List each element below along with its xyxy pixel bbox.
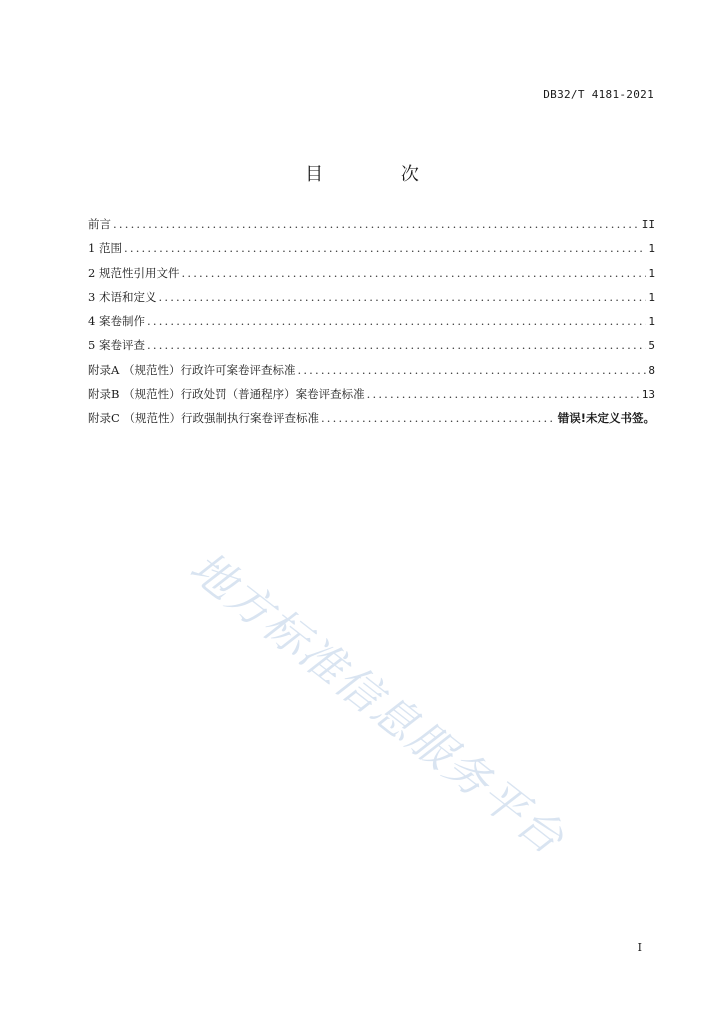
toc-entry-label: 2 规范性引用文件 [88, 265, 180, 280]
toc-entry-page-error: 错误!未定义书签。 [557, 411, 655, 426]
toc-entry-label: 附录C （规范性）行政强制执行案卷评查标准 [88, 411, 319, 426]
toc-entry-normative-references[interactable] [88, 265, 655, 289]
toc-entry-page: 13 [641, 388, 655, 402]
toc-entry-foreword[interactable] [88, 216, 655, 240]
dot-leader [158, 290, 646, 304]
toc-entry-label: 5 案卷评查 [88, 338, 145, 353]
toc-entry-page: 5 [648, 339, 655, 353]
dot-leader [181, 266, 646, 280]
toc-entry-page: 1 [648, 315, 655, 329]
toc-entry-page: II [641, 218, 655, 231]
toc-entry-page: 1 [648, 290, 655, 304]
dot-leader [113, 217, 640, 231]
toc-entry-label: 附录A （规范性）行政许可案卷评查标准 [88, 362, 296, 377]
toc-entry-appendix-a[interactable] [88, 362, 655, 386]
dot-leader [124, 241, 646, 255]
toc-title: 目 次 [305, 164, 455, 185]
toc-entry-page: 1 [648, 266, 655, 280]
toc-entry-file-review[interactable] [88, 337, 655, 361]
toc-entry-file-production[interactable] [88, 313, 655, 337]
dot-leader [367, 387, 640, 401]
dot-leader [147, 338, 646, 352]
toc-entry-appendix-c[interactable] [88, 410, 655, 434]
toc-entry-terms-definitions[interactable] [88, 289, 655, 313]
table-of-contents [88, 216, 655, 435]
dot-leader [321, 411, 556, 425]
toc-entry-page: 8 [648, 363, 655, 377]
document-code: DB32/T 4181-2021 [543, 88, 654, 101]
toc-entry-appendix-b[interactable] [88, 386, 655, 410]
page-number: I [637, 941, 642, 954]
toc-entry-page: 1 [648, 242, 655, 256]
dot-leader [147, 314, 646, 328]
toc-entry-label: 前言 [88, 217, 111, 231]
dot-leader [297, 363, 646, 377]
toc-entry-label: 1 范围 [88, 241, 122, 256]
toc-entry-label: 附录B （规范性）行政处罚（普通程序）案卷评查标准 [88, 387, 365, 402]
watermark: 地方标准信息服务平台 [180, 541, 575, 866]
toc-entry-label: 4 案卷制作 [88, 314, 145, 329]
toc-entry-scope[interactable] [88, 240, 655, 264]
toc-entry-label: 3 术语和定义 [88, 289, 157, 304]
